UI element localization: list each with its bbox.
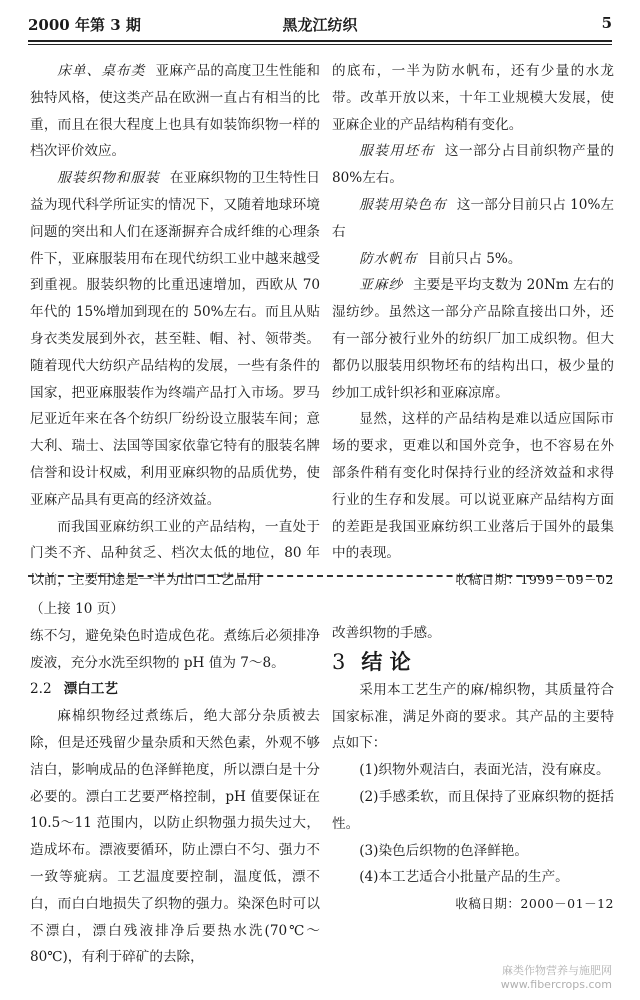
page-number: 5 — [601, 14, 612, 32]
top-right-column — [332, 58, 614, 594]
section-title: 结 论 — [361, 648, 411, 674]
subsection-number: 2.2 — [30, 681, 52, 698]
received-date: 收稿日期：1999－09－02 — [455, 572, 614, 588]
subsection-title: 漂白工艺 — [63, 681, 118, 698]
paragraph — [30, 58, 320, 165]
paragraph-text: 亚麻产品的高度卫生性能和独特风格，使这类产品在欧洲一直占有相当的比重，而且在很大程度上也具有如装饰织物一样的档次评价效应。 — [30, 63, 320, 160]
top-left-column — [30, 58, 320, 594]
paragraph — [332, 138, 614, 192]
paragraph-text: 主要是平均支数为 20Nm 左右的湿纺纱。虽然这一部分产品除直接出口外，还有一部分被行业外的纺织厂加工成织物。但大都仍以服装用织物坯布的结构出口，极少量的纱加工成针织衫和亚麻凉席。 — [332, 277, 614, 401]
keyword-label: 床单、桌布类 — [57, 63, 146, 79]
paragraph-text: 这一部分占目前织物产量的 80%左右。 — [332, 143, 615, 187]
section-number: 3 — [332, 649, 346, 674]
paragraph: 练不匀，避免染色时造成色花。煮练后必须排净废液，充分水洗至织物的 pH 值为 7～8。 — [30, 627, 320, 671]
keyword-label: 服装用染色布 — [359, 196, 447, 213]
list-item: (2)手感柔软，而且保持了亚麻织物的挺括性。 — [332, 788, 614, 832]
keyword-label: 服装用坯布 — [359, 143, 435, 160]
bottom-left-column — [30, 596, 320, 971]
journal-title: 黑龙江纺织 — [282, 16, 358, 34]
section-heading — [332, 647, 614, 677]
bottom-right-column — [332, 620, 614, 918]
header-rule — [28, 40, 612, 45]
paragraph: 改善织物的手感。 — [332, 625, 441, 641]
paragraph: 而我国亚麻纺织工业的产品结构，一直处于门类不齐、品种贫乏、档次太低的地位，80 年以前，主要用途是一半为出口工艺品用 — [30, 518, 320, 589]
issue-label: 2000 年第 3 期 — [28, 16, 141, 34]
continued-note: （上接 10 页） — [30, 601, 124, 617]
paragraph — [332, 272, 614, 406]
paragraph — [332, 246, 614, 273]
list-item: (3)染色后织物的色泽鲜艳。 — [359, 842, 528, 859]
received-date: 收稿日期：2000－01－12 — [455, 896, 614, 912]
paragraph-text: 在亚麻织物的卫生特性日益为现代科学所证实的情况下，又随着地球环境问题的突出和人们在逐渐摒弃合成纤维的心理条件下，亚麻服装用布在现代纺织工业中越来越受到重视。服装织物的比重迅速增加，西欧从 70 年代的 15%增加到现在的 50%左右。而且从贴身衣类发展到外衣，甚至鞋、帽、衬、领带类。随着现代大纺织产品结构的发展，一些有条件的国家，把亚麻服装作为终端产品打入市场。罗马尼亚近年来在各个纺织厂纷纷设立服装车间；意大利、瑞士、法国等国家依靠它特有的服装名牌信誉和设计权威，利用亚麻织物的品质优势，使亚麻产品具有更高的经济效益。 — [30, 170, 321, 508]
paragraph-text: 目前只占 5%。 — [427, 250, 522, 267]
list-item: (1)织物外观洁白，表面光洁，没有麻皮。 — [359, 762, 610, 779]
watermark-line: www.fibercrops.com — [500, 978, 612, 991]
site-watermark — [501, 964, 612, 992]
list-item: (4)本工艺适合小批量产品的生产。 — [359, 869, 569, 886]
keyword-label: 亚麻纱 — [359, 277, 404, 294]
paragraph: 的底布，一半为防水帆布，还有少量的水龙带。改革开放以来，十年工业规模大发展，使亚麻企业的产品结构稍有变化。 — [332, 63, 614, 133]
feature-list — [332, 757, 614, 891]
paragraph — [30, 165, 320, 513]
section-divider — [28, 575, 612, 577]
paragraph — [332, 192, 614, 246]
paragraph: 麻棉织物经过煮练后，绝大部分杂质被去除，但是还残留少量杂质和天然色素，外观不够洁白，影响成品的色泽鲜艳度，所以漂白是十分必要的。漂白工艺要严格控制，pH 值要保证在 10.5～11 范围内，以防止织物强力损失过大，造成坏布。漂液要循环，防止漂白不匀、强力不一致等疵病。工艺温度要控制，温度低，漂不白，而白白地损失了织物的强力。染深色时可以不漂白，漂白残液排净后要热水洗(70℃～80℃)，有利于碎矿的去除， — [30, 708, 320, 966]
paragraph: 采用本工艺生产的麻/棉织物，其质量符合国家标准，满足外商的要求。其产品的主要特点如下： — [332, 681, 614, 752]
page-header — [28, 14, 612, 36]
subsection-heading — [30, 676, 320, 703]
keyword-label: 防水帆布 — [359, 250, 418, 267]
watermark-line: 麻类作物营养与施肥网 — [502, 964, 612, 977]
paragraph-text: 这一部分目前只占 10%左右 — [332, 196, 614, 240]
paragraph: 显然，这样的产品结构是难以适应国际市场的要求，更难以和国外竞争，也不容易在外部条件稍有变化时保持行业的经济效益和求得行业的生存和发展。可以说亚麻产品结构方面的差距是我国亚麻纺织工业落后于国外的最集中的表现。 — [332, 411, 614, 562]
keyword-label: 服装织物和服装 — [57, 170, 160, 187]
